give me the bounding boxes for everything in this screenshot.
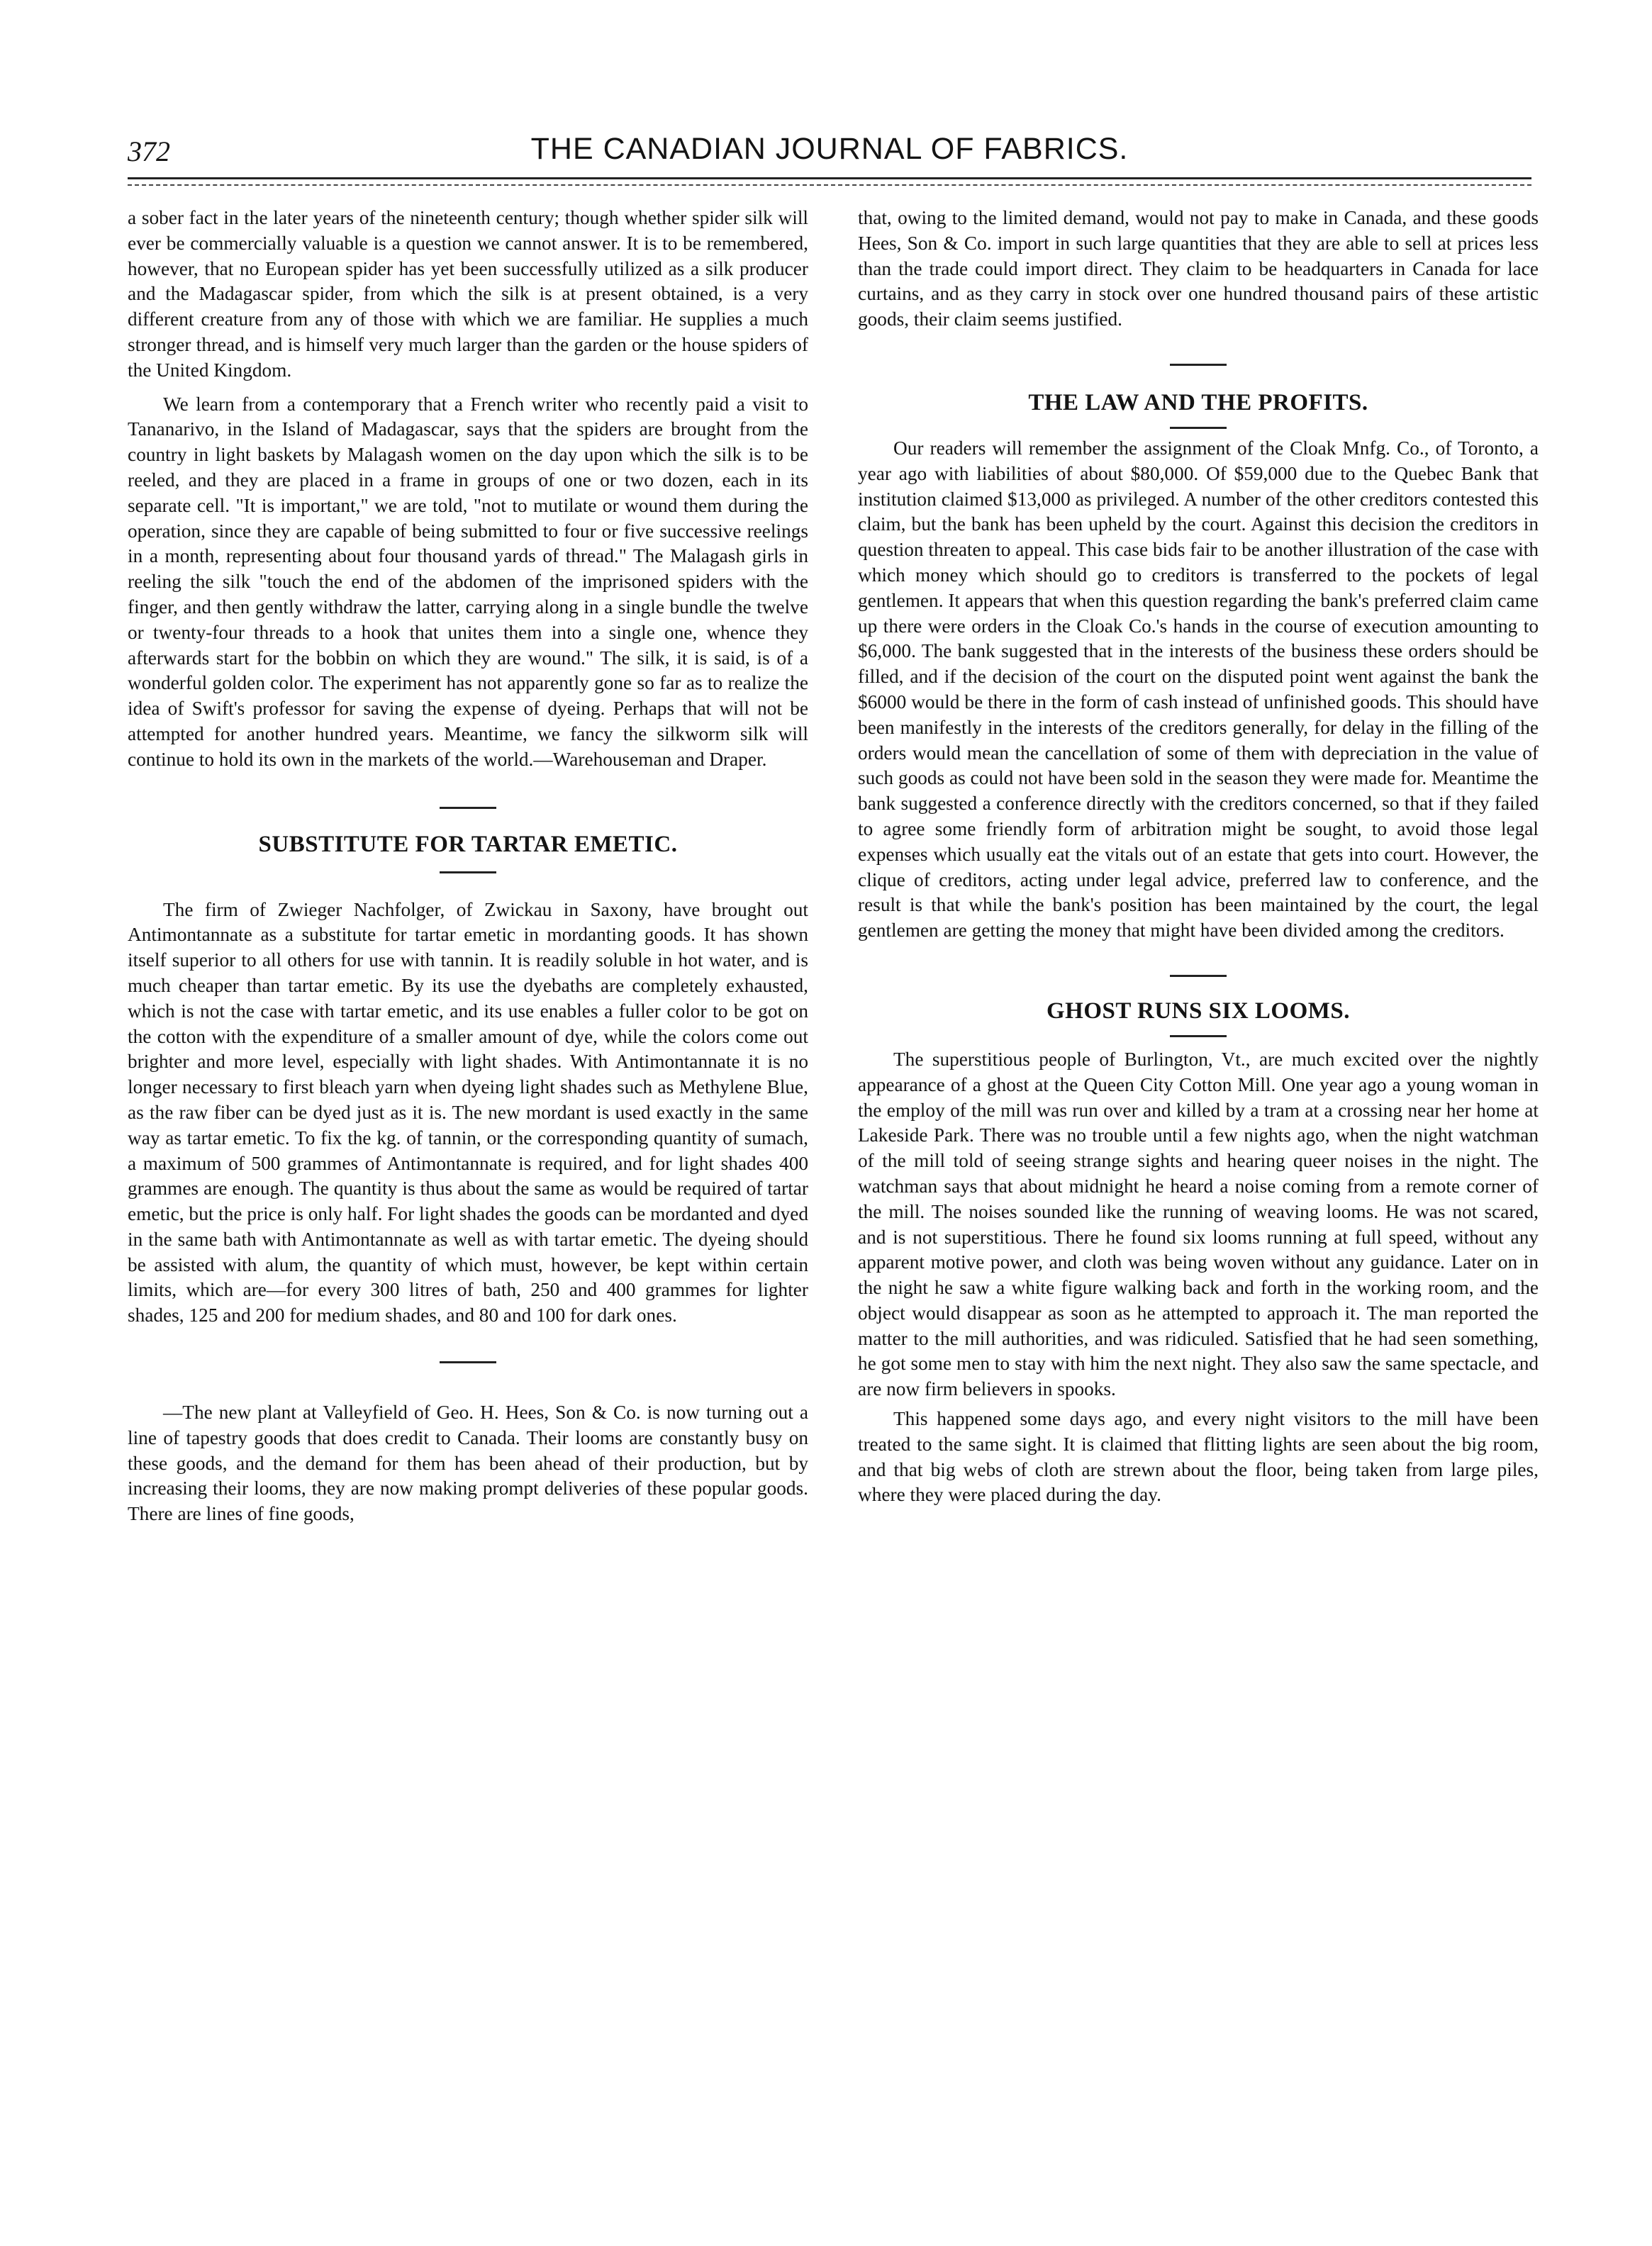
- tartar-emetic-heading: SUBSTITUTE FOR TARTAR EMETIC.: [258, 831, 678, 857]
- law-profits-paragraph: Our readers will remember the assignment of the Cloak Mnfg. Co., of Toronto, a year ago with liabilities of about $80,000. Of $59,000 due to the Quebec Bank that institution claimed $13,000 as privileged. A number of the other creditors contested this claim, but the bank has been upheld by the court. Against this decision the creditors in question threaten to appeal. This case bids fair to be another illustration of the case with which money which should go to creditors is transferred to the pockets of legal gentlemen. It appears that when this question regarding the bank's preferred claim came up there were orders in the Cloak Co.'s hands in the course of execution amounting to $6,000. The bank suggested that in the interests of the business these orders should be filled, and if the decision of the court on the disputed point went against the bank the $6000 would be there in the form of cash instead of unfinished goods. This should have been manifestly in the interests of the creditors generally, for delay in the filling of the orders would mean the cancellation of some of them with depreciation in the value of such goods as could not have been sold in the season they were made for. Meantime the bank suggested a conference directly with the creditors concerned, so that if they failed to agree some friendly form of arbitration might be sought, to avoid those legal expenses which usually eat the vitals out of an estate that gets into court. However, the clique of creditors, acting under legal advice, preferred law to conference, and the result is that while the bank's position has been maintained by the court, the legal gentlemen are getting the money that might have been divided among the creditors.: [858, 437, 1539, 942]
- hees-tapestry-paragraph: —The new plant at Valleyfield of Geo. H. Hees, Son & Co. is now turning out a line of tapestry goods that does credit to Canada. Their looms are constantly busy on these goods, and the demand for them has been ahead of their production, but by increasing their looms, they are now making prompt deliveries of these popular goods. There are lines of fine goods,: [128, 1402, 808, 1525]
- right-column: [858, 204, 1539, 2118]
- tartar-emetic-paragraph: The firm of Zwieger Nachfolger, of Zwickau in Saxony, have brought out Antimontannate as a substitute for tartar emetic in mordanting goods. It has shown itself superior to all others for use with tannin. It is readily soluble in hot water, and is much cheaper than tartar emetic. By its use the dyebaths are completely exhausted, which is not the case with tartar emetic, and its use enables a fuller color to be got on the cotton with the expenditure of a smaller amount of dye, while the colors come out brighter and more level, especially with light shades. With Antimontannate it is no longer necessary to first bleach yarn when dyeing light shades such as Methylene Blue, as the raw fiber can be dyed just as it is. The new mordant is used exactly in the same way as tartar emetic. To fix the kg. of tannin, or the corresponding quantity of sumach, a maximum of 500 grammes of Antimontannate is required, and for light shades 400 grammes are enough. The quantity is thus about the same as would be required of tartar emetic, but the price is only half. For light shades the goods can be mordanted and dyed in the same bath with Antimontannate as well as with tartar emetic. The dyeing should be assisted with alum, the quantity of which must, however, be kept within certain limits, which are—for every 300 litres of bath, 250 and 400 grammes for lighter shades, 125 and 200 for medium shades, and 80 and 100 for dark ones.: [128, 898, 808, 1326]
- heading-underline: [440, 871, 496, 873]
- spider-silk-paragraph-1: a sober fact in the later years of the nineteenth century; though whether spider silk will ever be commercially valuable is a question we cannot answer. It is to be remembered, however, that no European spider has yet been successfully utilized as a silk producer and the Madagascar spider, from which the silk is at present obtained, is a very different creature from any of those with which we are familiar. He supplies a much stronger thread, and is himself very much larger than the garden or the house spiders of the United Kingdom.: [128, 207, 808, 381]
- spider-silk-paragraph-2: We learn from a contemporary that a French writer who recently paid a visit to Tananarivo, in the Island of Madagascar, says that the spiders are brought from the country in light baskets by Malagash women on the day upon which the silk is to be reeled, and they are placed in a frame in groups of one or two dozen, each in its separate cell. "It is important," we are told, "not to mutilate or wound them during the operation, since they are capable of being submitted to four or five successive reelings in a month, representing about four thousand yards of thread." The Malagash girls in reeling the silk "touch the end of the abdomen of the imprisoned spiders with the finger, and then gently withdraw the latter, carrying along in a single bundle the twelve or twenty-four threads to a hook that unites them into a single one, whence they afterwards start for the bobbin on which they are wound." The silk, it is said, is of a wonderful golden color. The experiment has not apparently gone so far as to realize the idea of Swift's professor for saving the expense of dyeing. Perhaps that will not be attempted for another hundred years. Meantime, we fancy the silkworm silk will continue to hold its own in the markets of the world.—Warehouseman and Draper.: [128, 393, 808, 770]
- page-number: 372: [128, 135, 170, 167]
- header-rule-dashed: [128, 184, 1531, 186]
- journal-title: THE CANADIAN JOURNAL OF FABRICS.: [530, 132, 1129, 166]
- section-divider: [440, 1361, 496, 1363]
- left-column: [128, 204, 808, 2118]
- section-divider: [1170, 975, 1227, 977]
- header-rule: [128, 177, 1531, 179]
- ghost-looms-paragraph-2: This happened some days ago, and every night visitors to the mill have been treated to the same sight. It is claimed that flitting lights are seen about the big room, and that big webs of cloth are strewn about the floor, being taken from large piles, where they were placed during the day.: [858, 1408, 1539, 1506]
- heading-underline: [1170, 427, 1227, 429]
- page-header: [128, 132, 1531, 174]
- heading-underline: [1170, 1035, 1227, 1037]
- section-divider: [1170, 364, 1227, 366]
- hees-continued-paragraph: that, owing to the limited demand, would not pay to make in Canada, and these goods Hees, Son & Co. import in such large quantities that they are able to sell at prices less than the trade could import direct. They claim to be headquarters in Canada for lace curtains, and as they carry in stock over one hundred thousand pairs of these artistic goods, their claim seems justified.: [858, 207, 1539, 330]
- section-divider: [440, 807, 496, 809]
- ghost-looms-paragraph-1: The superstitious people of Burlington, Vt., are much excited over the nightly appearance of a ghost at the Queen City Cotton Mill. One year ago a young woman in the employ of the mill was run over and killed by a tram at a crossing near her home at Lakeside Park. There was no trouble until a few nights ago, when the night watchman of the mill told of seeing strange sights and hearing queer noises in the night. The watchman says that about midnight he heard a noise coming from a remote corner of the mill. The noises sounded like the running of weaving looms. He was not scared, and is not superstitious. There he found six looms running at full speed, without any apparent motive power, and cloth was being woven without any guidance. Later on in the night he saw a white figure walking back and forth in the working room, and the object would disappear as soon as he attempted to approach it. The man reported the matter to the mill authorities, and was ridiculed. Satisfied that he had seen something, he got some men to stay with him the next night. They also saw the same spectacle, and are now firm believers in spooks.: [858, 1048, 1539, 1400]
- ghost-looms-heading: GHOST RUNS SIX LOOMS.: [1047, 998, 1350, 1024]
- law-profits-heading: THE LAW AND THE PROFITS.: [1028, 389, 1368, 415]
